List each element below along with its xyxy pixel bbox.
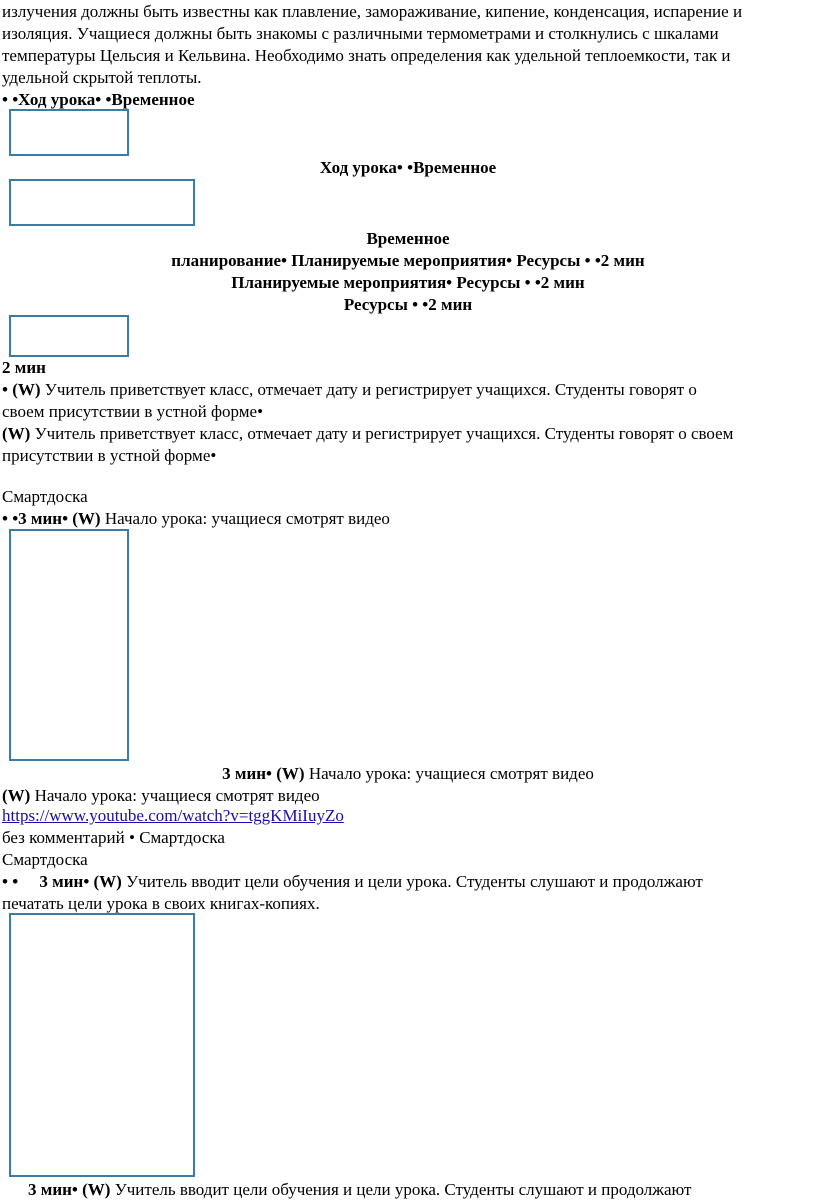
intro-line-3: температуры Цельсия и Кельвина. Необходимо знать определения как удельной теплоемкости, так и (2, 46, 731, 65)
empty-cell-box (9, 529, 129, 761)
section1-line-2: своем присутствии в устной форме• (2, 402, 264, 421)
section2-centered: 3 мин• (W) Начало урока: учащиеся смотрят видео (222, 764, 594, 783)
section1-line-3: (W) Учитель приветствует класс, отмечает дату и регистрирует учащихся. Студенты говорят о своем (2, 424, 734, 443)
intro-line-2: изоляция. Учащиеся должны быть знакомы с различными термометрами и столкнулись с шкалами (2, 24, 719, 43)
section1-line-4: присутствии в устной форме• (2, 446, 217, 465)
section1-line-1: • (W) Учитель приветствует класс, отмечает дату и регистрирует учащихся. Студенты говорят о (2, 380, 697, 399)
section3-bottom-line: 3 мин• (W) Учитель вводит цели обучения и цели урока. Студенты слушают и продолжают (28, 1180, 692, 1199)
heading-planning-4: Ресурсы • •2 мин (343, 295, 473, 314)
section3-line-1: • • 3 мин• (W) Учитель вводит цели обучения и цели урока. Студенты слушают и продолжают (2, 872, 703, 891)
video-link[interactable] (2, 805, 344, 827)
intro-line-4: удельной скрытой теплоты. (2, 68, 202, 87)
section2-line-3: без комментарий • Смартдоска (2, 828, 225, 847)
empty-cell-box (9, 179, 195, 226)
heading-planning-3: Планируемые мероприятия• Ресурсы • •2 мин (231, 273, 585, 292)
section3-line-2: печатать цели урока в своих книгах-копиях. (2, 894, 320, 913)
heading-lesson-flow-2: Ход урока• •Временное (319, 158, 497, 177)
heading-lesson-flow: • •Ход урока• •Временное (2, 90, 195, 109)
empty-cell-box (9, 109, 129, 156)
section2-line-1: • •3 мин• (W) Начало урока: учащиеся смотрят видео (2, 509, 390, 528)
section1-time: 2 мин (2, 358, 46, 377)
heading-planning-1: Временное (366, 229, 450, 248)
empty-cell-box (9, 913, 195, 1177)
youtube-link[interactable]: https://www.youtube.com/watch?v=tggKMiIuyZo (2, 806, 344, 825)
intro-line-1: излучения должны быть известны как плавление, замораживание, кипение, конденсация, испарение и (2, 2, 743, 21)
empty-cell-box (9, 315, 129, 357)
resource-smartboard: Смартдоска (2, 487, 88, 506)
heading-planning-2: планирование• Планируемые мероприятия• Ресурсы • •2 мин (171, 251, 645, 270)
section2-line-4: Смартдоска (2, 850, 88, 869)
section2-line-2: (W) Начало урока: учащиеся смотрят видео (2, 786, 320, 805)
